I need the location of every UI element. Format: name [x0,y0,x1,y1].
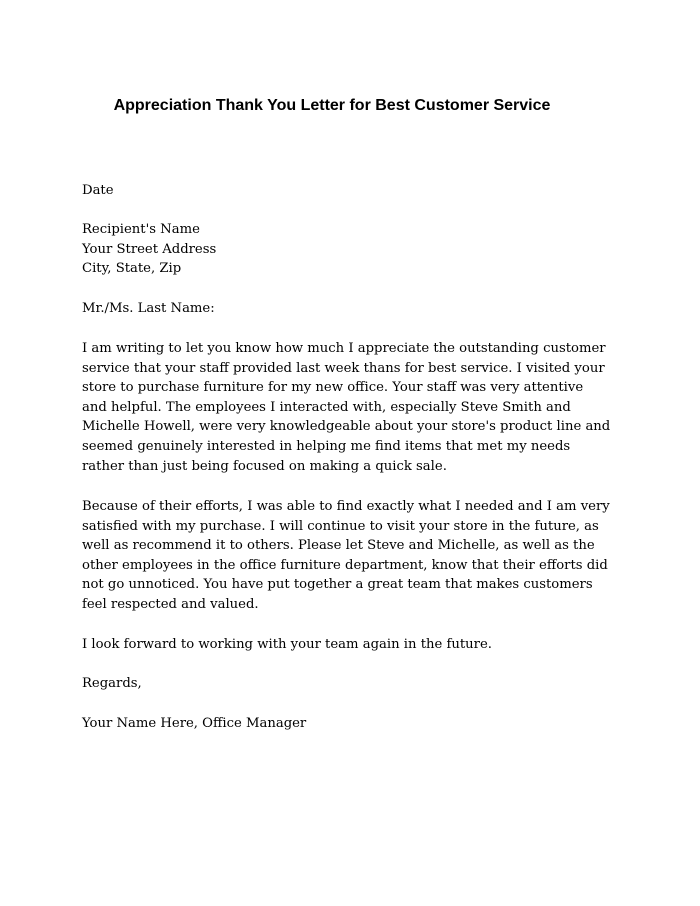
paragraph-1-line: and helpful. The employees I interacted with, especially Steve Smith and [82,399,571,415]
paragraph-1-line: store to purchase furniture for my new office. Your staff was very attentive [82,380,584,396]
recipient-address [82,220,602,279]
paragraph-3 [82,635,602,655]
paragraph-1-line: service that your staff provided last week thans for best service. I visited your [82,360,605,376]
paragraph-1-line: rather than just being focused on making a quick sale. [82,458,447,474]
recipient-city-state-zip: City, State, Zip [82,261,182,277]
signature-text: Your Name Here, Office Manager [82,716,307,731]
salutation-text: Mr./Ms. Last Name: [82,301,215,316]
signature [82,714,602,734]
recipient-street: Your Street Address [82,241,217,257]
letter-title: Appreciation Thank You Letter for Best Customer Service [113,97,551,114]
closing-text: Regards, [82,676,142,691]
date-line [82,181,602,201]
paragraph-1 [82,339,611,476]
paragraph-2-line: not go unnoticed. You have put together a great team that makes customers [82,577,593,593]
paragraph-2-line: well as recommend it to others. Please let Steve and Michelle, as well as the [82,538,595,554]
paragraph-2-line: feel respected and valued. [82,596,259,612]
paragraph-2-line: other employees in the office furniture department, know that their efforts did [82,557,608,573]
salutation [82,299,602,319]
recipient-name: Recipient's Name [82,222,200,237]
paragraph-1-line: seemed genuinely interested in helping me find items that met my needs [82,438,571,454]
paragraph-1-line: I am writing to let you know how much I appreciate the outstanding customer [82,341,606,356]
paragraph-2-line: Because of their efforts, I was able to find exactly what I needed and I am very [82,499,610,514]
closing [82,674,602,694]
paragraph-3-text: I look forward to working with your team again in the future. [82,637,492,652]
paragraph-1-line: Michelle Howell, were very knowledgeable about your store's product line and [82,419,611,435]
paragraph-2 [82,497,610,615]
date-text: Date [82,183,114,198]
paragraph-2-line: satisfied with my purchase. I will continue to visit your store in the future, as [82,518,599,534]
